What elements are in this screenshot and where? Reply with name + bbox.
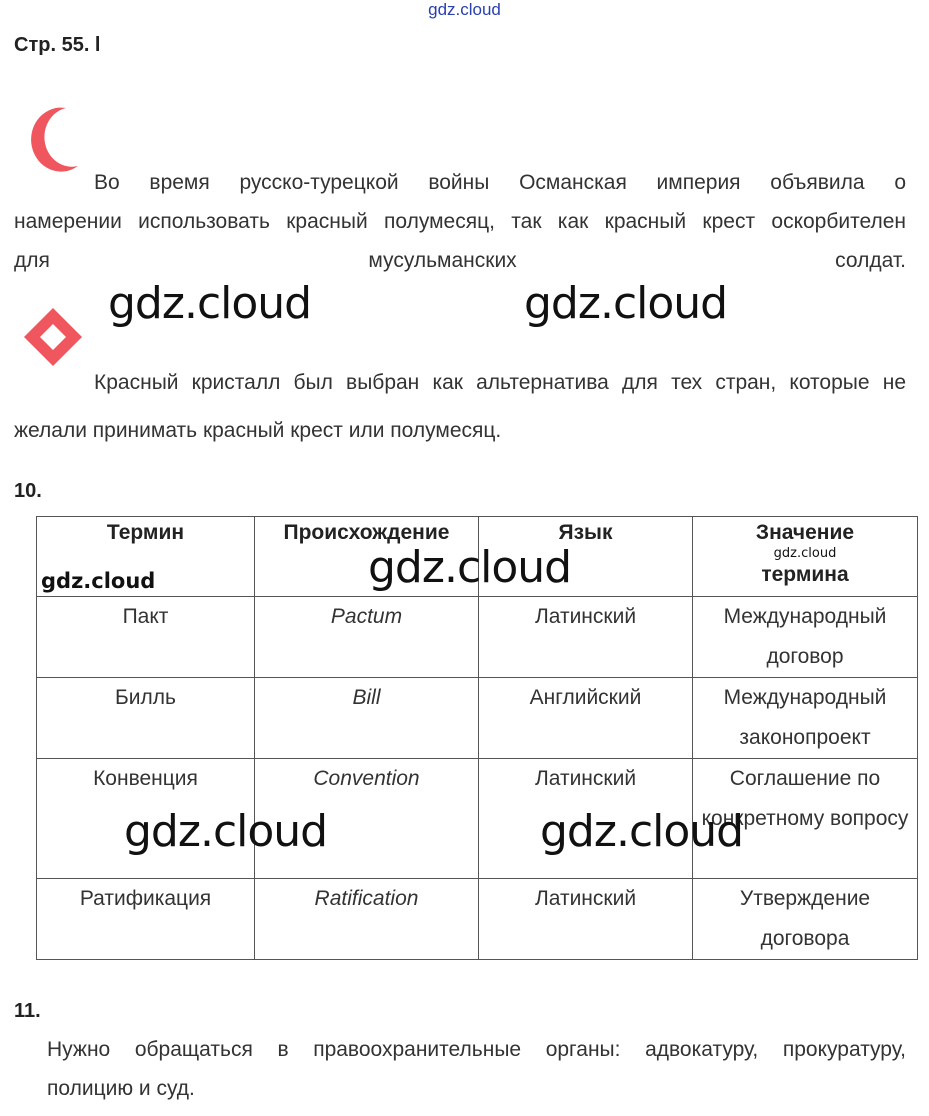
red-crystal-icon [22,306,84,368]
watermark-4: gdz.cloud [124,806,328,857]
para3-line2: полицию и суд. [47,1077,195,1100]
cell-term: Ратификация [37,879,255,960]
para1-line1: Во время русско-турецкой войны Османская империя объявила о [94,171,906,194]
watermark-cell: gdz.cloud [41,569,156,593]
cell-term: Конвенция [37,759,255,879]
para1-line3 [14,241,906,280]
para1-line2: намерении использовать красный полумесяц, так как красный крест оскорбителен [14,210,906,233]
cell-origin: Pactum [255,597,479,678]
cell-origin: Convention [255,759,479,879]
header-term: Термин gdz.cloud [37,517,255,597]
watermark-small: gdz.cloud [773,546,837,561]
para2-line2: желали принимать красный крест или полумесяц. [14,419,502,442]
cell-language: Английский [479,678,693,759]
para1-word: для [14,249,50,272]
red-crescent-icon [22,106,80,172]
section-11-number: 11. [14,1000,41,1022]
para2-line1: Красный кристалл был выбран как альтернатива для тех стран, которые не [94,371,906,394]
para1-word: мусульманских [368,249,517,272]
para1-word: солдат. [835,249,906,272]
cell-term: Пакт [37,597,255,678]
watermark-top: gdz.cloud [428,0,501,19]
cell-origin: Ratification [255,879,479,960]
section-10-number: 10. [14,480,42,502]
cell-language: Латинский [479,879,693,960]
header-meaning: Значение gdz.cloud термина [693,517,918,597]
para3-line1: Нужно обращаться в правоохранительные органы: адвокатуру, прокуратуру, [47,1038,906,1061]
cell-term: Билль [37,678,255,759]
cell-meaning: Соглашение по конкретному вопросу [693,759,918,879]
page-title: Стр. 55. l [14,34,101,56]
watermark-1: gdz.cloud [108,278,312,329]
table-row [37,879,918,960]
cell-meaning: Международный законопроект [693,678,918,759]
watermark-5: gdz.cloud [540,806,744,857]
watermark-3: gdz.cloud [368,542,572,593]
watermark-2: gdz.cloud [524,278,728,329]
cell-origin: Bill [255,678,479,759]
table-row [37,597,918,678]
cell-meaning: Утверждение договора [693,879,918,960]
table-row [37,678,918,759]
header-origin: Происхождение [255,517,479,597]
cell-language: Латинский [479,759,693,879]
header-language: Язык [479,517,693,597]
cell-meaning: Международный договор [693,597,918,678]
cell-language: Латинский [479,597,693,678]
